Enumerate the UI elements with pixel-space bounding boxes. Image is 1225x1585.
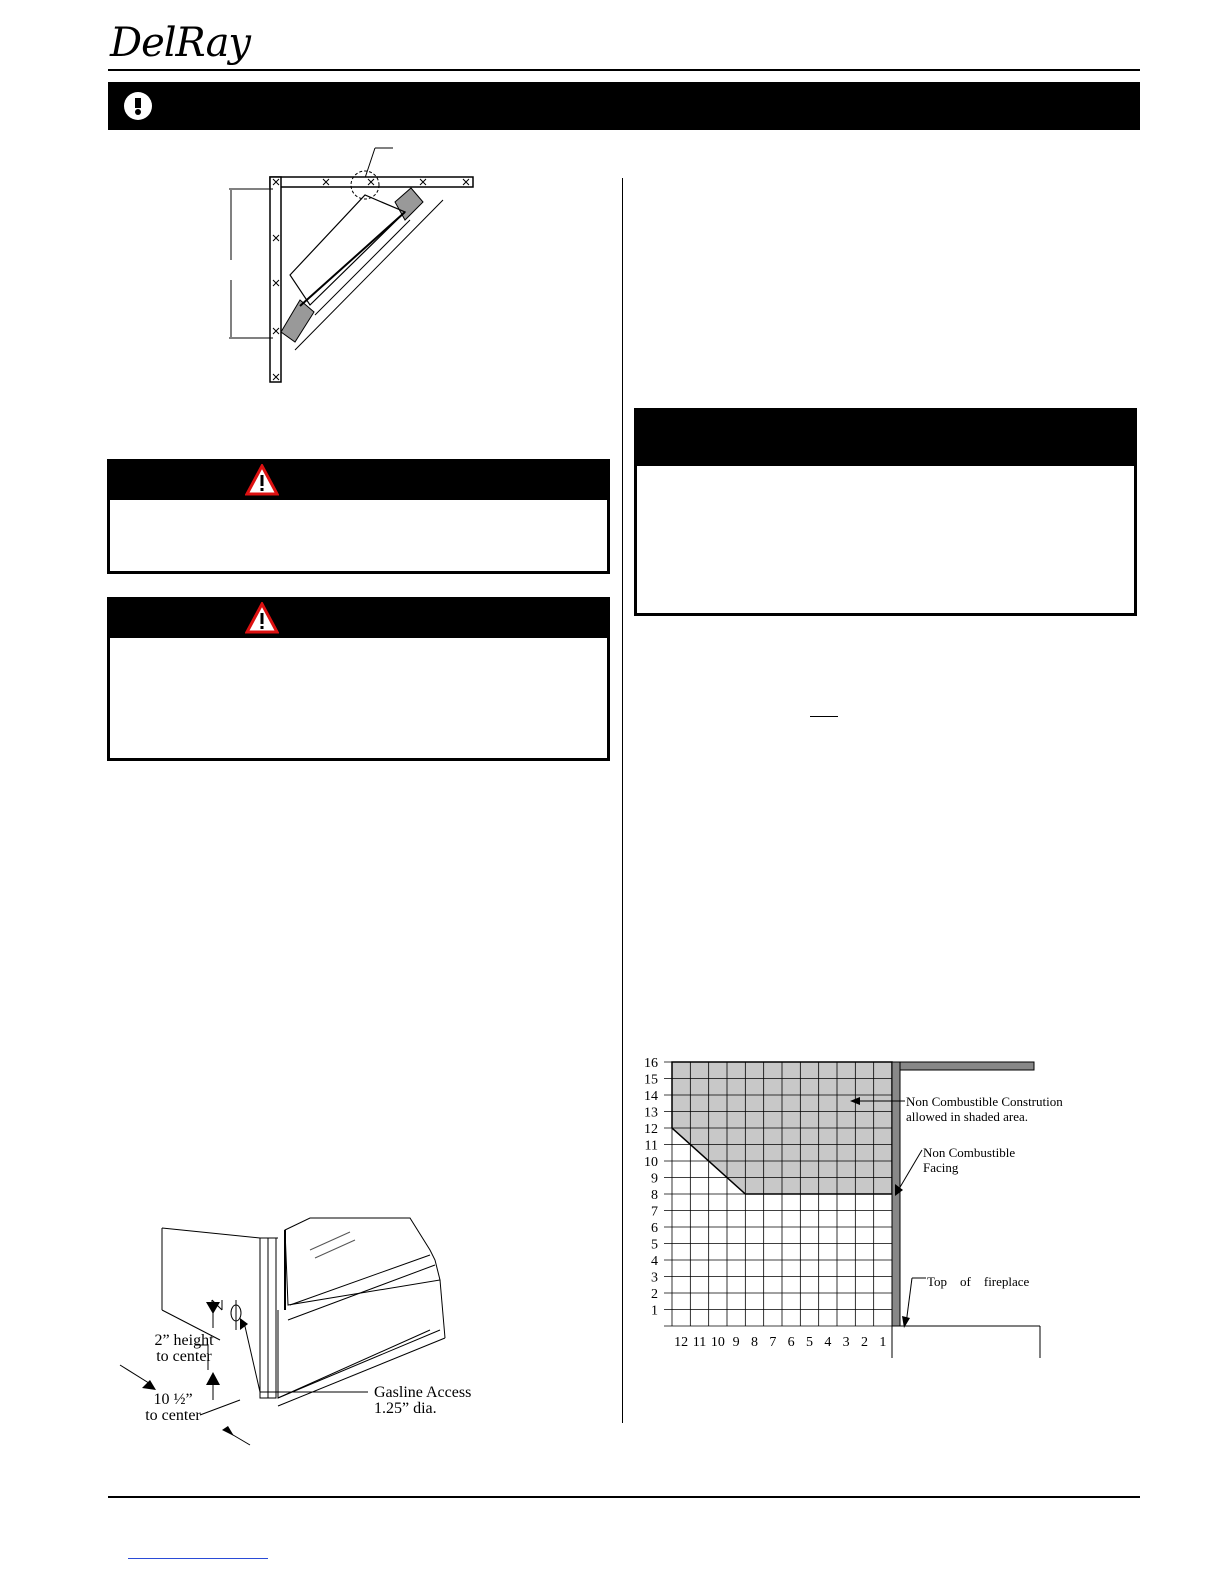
notice-box <box>634 408 1137 616</box>
y-tick-label: 5 <box>651 1237 658 1253</box>
x-tick-label: 11 <box>692 1335 707 1350</box>
offset-label: 10 ½” to center <box>145 1391 201 1424</box>
gasline-access-label: Gasline Access 1.25” dia. <box>374 1384 472 1417</box>
y-tick-label: 9 <box>651 1171 658 1187</box>
warning-triangle-icon <box>245 464 279 496</box>
y-tick-label: 7 <box>651 1204 658 1220</box>
shaded-area-note: Non Combustible Constrution allowed in shaded area. <box>906 1094 1063 1124</box>
underline-mark <box>810 716 838 717</box>
height-label: 2” height to center <box>154 1332 214 1365</box>
x-tick-label: 12 <box>674 1335 689 1350</box>
corner-framing-diagram <box>215 140 485 390</box>
y-tick-label: 13 <box>644 1105 658 1121</box>
x-tick-label: 5 <box>806 1335 813 1350</box>
header-rule <box>108 69 1140 71</box>
warning-box-1 <box>107 459 610 574</box>
y-tick-label: 11 <box>644 1138 658 1154</box>
y-tick-label: 12 <box>644 1122 658 1137</box>
brand-logo: DelRay <box>110 20 251 66</box>
x-tick-label: 1 <box>879 1335 887 1350</box>
y-tick-label: 2 <box>651 1287 658 1302</box>
footer-rule <box>108 1496 1140 1498</box>
section-title-bar <box>108 82 1140 130</box>
warning-box-2 <box>107 597 610 761</box>
y-tick-label: 14 <box>644 1089 658 1104</box>
y-tick-label: 1 <box>651 1303 658 1319</box>
x-tick-label: 10 <box>710 1335 725 1350</box>
x-tick-label: 9 <box>732 1335 740 1350</box>
top-of-fireplace-note: Top of fireplace <box>927 1274 1030 1289</box>
y-tick-label: 6 <box>651 1221 658 1236</box>
mantel-shelf <box>900 1062 1034 1070</box>
x-tick-label: 2 <box>861 1335 868 1350</box>
y-tick-label: 15 <box>644 1072 658 1088</box>
footer-link-underline[interactable] <box>128 1558 268 1559</box>
y-tick-label: 8 <box>651 1188 658 1203</box>
y-tick-label: 10 <box>644 1155 658 1170</box>
column-separator <box>622 178 623 1423</box>
x-tick-label: 3 <box>842 1335 850 1350</box>
top-pointer <box>906 1278 912 1324</box>
x-tick-label: 7 <box>769 1335 777 1350</box>
wrench-icon <box>124 92 152 120</box>
facing-note: Non Combustible Facing <box>923 1145 1016 1175</box>
y-tick-label: 16 <box>644 1056 658 1071</box>
x-tick-label: 8 <box>751 1335 758 1350</box>
warning-triangle-icon <box>245 602 279 634</box>
y-tick-label: 4 <box>651 1254 658 1269</box>
x-tick-label: 4 <box>824 1335 832 1350</box>
x-tick-label: 6 <box>787 1335 795 1350</box>
y-tick-label: 3 <box>651 1270 658 1286</box>
